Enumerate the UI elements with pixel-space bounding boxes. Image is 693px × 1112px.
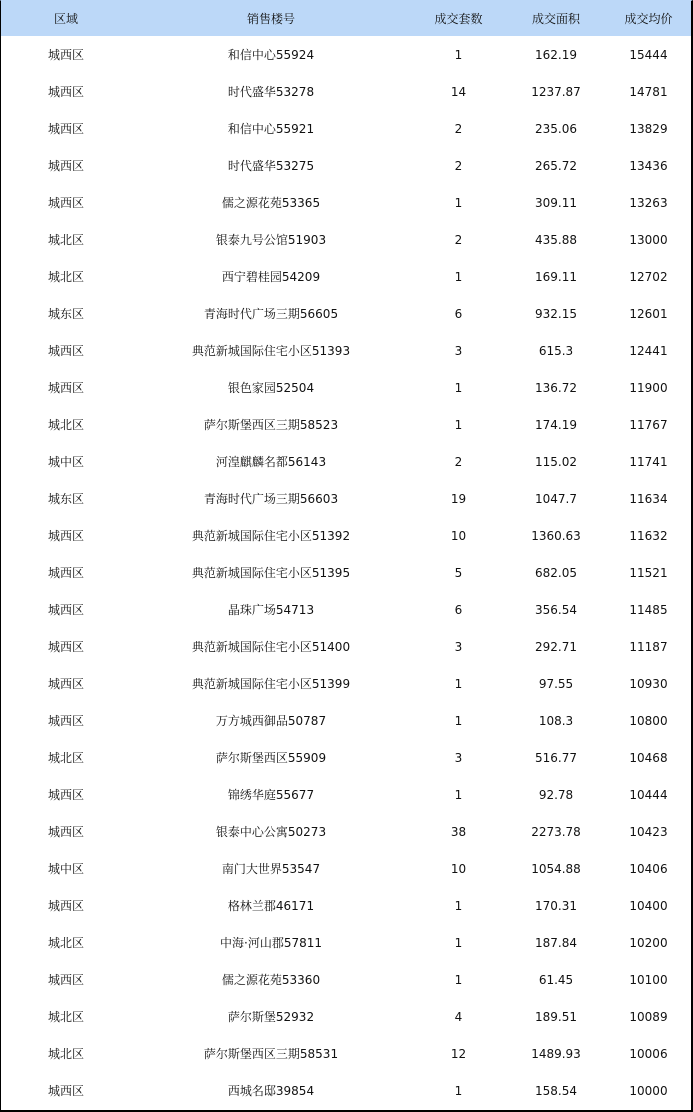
cell-avg-price: 10800 bbox=[629, 713, 668, 728]
cell-district: 城西区 bbox=[47, 529, 84, 543]
table-row bbox=[1, 147, 691, 184]
table-body bbox=[1, 36, 691, 1109]
cell-avg-price: 15444 bbox=[629, 47, 668, 62]
cell-avg-price: 11900 bbox=[629, 380, 668, 395]
cell-district: 城西区 bbox=[47, 48, 84, 62]
cell-building-no: 青海时代广场三期56603 bbox=[203, 492, 339, 506]
cell-building-no: 银泰九号公馆51903 bbox=[215, 233, 327, 247]
cell-units-sold: 10 bbox=[450, 861, 467, 876]
cell-area-sold: 435.88 bbox=[535, 232, 577, 247]
cell-units-sold: 2 bbox=[454, 232, 463, 247]
cell-avg-price: 11767 bbox=[629, 417, 668, 432]
cell-area-sold: 2273.78 bbox=[531, 824, 581, 839]
cell-building-no: 时代盛华53278 bbox=[227, 85, 315, 99]
cell-units-sold: 2 bbox=[454, 121, 463, 136]
cell-units-sold: 4 bbox=[454, 1009, 463, 1024]
cell-avg-price: 11485 bbox=[629, 602, 668, 617]
cell-district: 城北区 bbox=[47, 233, 84, 247]
cell-building-no: 典范新城国际住宅小区51395 bbox=[191, 566, 351, 580]
cell-avg-price: 10006 bbox=[629, 1046, 668, 1061]
cell-building-no: 中海·河山郡57811 bbox=[220, 936, 322, 950]
header-units-sold: 成交套数 bbox=[434, 12, 483, 26]
cell-units-sold: 1 bbox=[454, 713, 463, 728]
table-row bbox=[1, 739, 691, 776]
header-avg-price: 成交均价 bbox=[624, 12, 673, 26]
cell-district: 城西区 bbox=[47, 344, 84, 358]
cell-avg-price: 13000 bbox=[629, 232, 668, 247]
cell-building-no: 萨尔斯堡52932 bbox=[227, 1010, 315, 1024]
cell-avg-price: 10089 bbox=[629, 1009, 668, 1024]
cell-area-sold: 61.45 bbox=[538, 972, 574, 987]
cell-district: 城中区 bbox=[47, 455, 84, 469]
table-row bbox=[1, 258, 691, 295]
cell-building-no: 萨尔斯堡西区三期58531 bbox=[203, 1047, 339, 1061]
cell-area-sold: 1047.7 bbox=[535, 491, 577, 506]
cell-avg-price: 11521 bbox=[629, 565, 668, 580]
cell-units-sold: 1 bbox=[454, 417, 463, 432]
table-header bbox=[1, 1, 691, 36]
cell-district: 城北区 bbox=[47, 270, 84, 284]
table-row bbox=[1, 480, 691, 517]
cell-building-no: 南门大世界53547 bbox=[221, 862, 321, 876]
cell-area-sold: 309.11 bbox=[535, 195, 577, 210]
cell-area-sold: 97.55 bbox=[538, 676, 574, 691]
cell-units-sold: 1 bbox=[454, 972, 463, 987]
cell-building-no: 萨尔斯堡西区55909 bbox=[215, 751, 327, 765]
cell-area-sold: 932.15 bbox=[535, 306, 577, 321]
table-row bbox=[1, 961, 691, 998]
cell-building-no: 青海时代广场三期56605 bbox=[203, 307, 339, 321]
cell-building-no: 河湟麒麟名都56143 bbox=[215, 455, 327, 469]
table-row bbox=[1, 1072, 691, 1109]
cell-building-no: 和信中心55921 bbox=[227, 122, 315, 136]
table-row bbox=[1, 924, 691, 961]
cell-avg-price: 11741 bbox=[629, 454, 668, 469]
cell-units-sold: 1 bbox=[454, 787, 463, 802]
cell-building-no: 银色家园52504 bbox=[227, 381, 315, 395]
cell-district: 城北区 bbox=[47, 936, 84, 950]
sales-table bbox=[1, 1, 691, 1109]
cell-building-no: 典范新城国际住宅小区51399 bbox=[191, 677, 351, 691]
cell-district: 城西区 bbox=[47, 788, 84, 802]
cell-district: 城西区 bbox=[47, 1084, 84, 1098]
cell-building-no: 时代盛华53275 bbox=[227, 159, 315, 173]
cell-building-no: 萨尔斯堡西区三期58523 bbox=[203, 418, 339, 432]
cell-district: 城西区 bbox=[47, 122, 84, 136]
table-row bbox=[1, 184, 691, 221]
cell-units-sold: 1 bbox=[454, 898, 463, 913]
cell-units-sold: 6 bbox=[454, 306, 463, 321]
cell-district: 城西区 bbox=[47, 196, 84, 210]
table-row bbox=[1, 517, 691, 554]
table-row bbox=[1, 628, 691, 665]
cell-units-sold: 3 bbox=[454, 639, 463, 654]
cell-avg-price: 10400 bbox=[629, 898, 668, 913]
cell-district: 城西区 bbox=[47, 159, 84, 173]
cell-avg-price: 12702 bbox=[629, 269, 668, 284]
cell-area-sold: 1237.87 bbox=[531, 84, 581, 99]
cell-building-no: 晶珠广场54713 bbox=[227, 603, 315, 617]
cell-avg-price: 13436 bbox=[629, 158, 668, 173]
cell-district: 城西区 bbox=[47, 899, 84, 913]
cell-district: 城东区 bbox=[47, 492, 84, 506]
table-row bbox=[1, 554, 691, 591]
cell-district: 城西区 bbox=[47, 973, 84, 987]
cell-avg-price: 10200 bbox=[629, 935, 668, 950]
cell-district: 城西区 bbox=[47, 381, 84, 395]
cell-area-sold: 1360.63 bbox=[531, 528, 581, 543]
cell-building-no: 格林兰郡46171 bbox=[227, 899, 315, 913]
table-row bbox=[1, 110, 691, 147]
cell-district: 城北区 bbox=[47, 1010, 84, 1024]
cell-avg-price: 10930 bbox=[629, 676, 668, 691]
header-row bbox=[1, 1, 691, 36]
cell-units-sold: 2 bbox=[454, 158, 463, 173]
cell-area-sold: 174.19 bbox=[535, 417, 577, 432]
cell-area-sold: 356.54 bbox=[535, 602, 577, 617]
cell-units-sold: 2 bbox=[454, 454, 463, 469]
header-building-no: 销售楼号 bbox=[246, 12, 295, 26]
cell-building-no: 万方城西御品50787 bbox=[215, 714, 327, 728]
table-row bbox=[1, 406, 691, 443]
cell-units-sold: 5 bbox=[454, 565, 463, 580]
cell-area-sold: 516.77 bbox=[535, 750, 577, 765]
cell-units-sold: 1 bbox=[454, 269, 463, 284]
cell-district: 城西区 bbox=[47, 640, 84, 654]
cell-area-sold: 615.3 bbox=[538, 343, 574, 358]
cell-avg-price: 10406 bbox=[629, 861, 668, 876]
cell-avg-price: 10100 bbox=[629, 972, 668, 987]
cell-avg-price: 10468 bbox=[629, 750, 668, 765]
cell-units-sold: 1 bbox=[454, 195, 463, 210]
cell-units-sold: 1 bbox=[454, 47, 463, 62]
cell-avg-price: 11632 bbox=[629, 528, 668, 543]
cell-avg-price: 14781 bbox=[629, 84, 668, 99]
header-area-sold: 成交面积 bbox=[531, 12, 580, 26]
table-row bbox=[1, 73, 691, 110]
cell-units-sold: 1 bbox=[454, 676, 463, 691]
cell-district: 城中区 bbox=[47, 862, 84, 876]
cell-avg-price: 12601 bbox=[629, 306, 668, 321]
cell-avg-price: 11634 bbox=[629, 491, 668, 506]
table-row bbox=[1, 887, 691, 924]
table-row bbox=[1, 443, 691, 480]
cell-area-sold: 136.72 bbox=[535, 380, 577, 395]
cell-units-sold: 3 bbox=[454, 343, 463, 358]
cell-units-sold: 1 bbox=[454, 380, 463, 395]
cell-avg-price: 11187 bbox=[629, 639, 668, 654]
cell-district: 城北区 bbox=[47, 751, 84, 765]
cell-area-sold: 108.3 bbox=[538, 713, 574, 728]
table-row bbox=[1, 591, 691, 628]
cell-district: 城西区 bbox=[47, 566, 84, 580]
cell-units-sold: 1 bbox=[454, 935, 463, 950]
cell-area-sold: 265.72 bbox=[535, 158, 577, 173]
table-row bbox=[1, 1035, 691, 1072]
table-row bbox=[1, 332, 691, 369]
cell-district: 城东区 bbox=[47, 307, 84, 321]
cell-area-sold: 158.54 bbox=[535, 1083, 577, 1098]
cell-district: 城西区 bbox=[47, 714, 84, 728]
cell-avg-price: 10444 bbox=[629, 787, 668, 802]
cell-building-no: 西宁碧桂园54209 bbox=[221, 270, 321, 284]
table-row bbox=[1, 998, 691, 1035]
cell-units-sold: 1 bbox=[454, 1083, 463, 1098]
cell-area-sold: 115.02 bbox=[535, 454, 577, 469]
table-row bbox=[1, 295, 691, 332]
cell-area-sold: 1489.93 bbox=[531, 1046, 581, 1061]
cell-units-sold: 14 bbox=[450, 84, 467, 99]
table-row bbox=[1, 369, 691, 406]
cell-units-sold: 3 bbox=[454, 750, 463, 765]
cell-units-sold: 19 bbox=[450, 491, 467, 506]
cell-area-sold: 682.05 bbox=[535, 565, 577, 580]
cell-building-no: 儒之源花苑53360 bbox=[221, 973, 321, 987]
cell-building-no: 典范新城国际住宅小区51393 bbox=[191, 344, 351, 358]
cell-district: 城北区 bbox=[47, 1047, 84, 1061]
cell-avg-price: 10423 bbox=[629, 824, 668, 839]
cell-district: 城西区 bbox=[47, 825, 84, 839]
table-row bbox=[1, 665, 691, 702]
header-district: 区域 bbox=[53, 12, 78, 26]
cell-area-sold: 235.06 bbox=[535, 121, 577, 136]
cell-area-sold: 189.51 bbox=[535, 1009, 577, 1024]
cell-building-no: 儒之源花苑53365 bbox=[221, 196, 321, 210]
cell-district: 城西区 bbox=[47, 677, 84, 691]
cell-avg-price: 13263 bbox=[629, 195, 668, 210]
table-row bbox=[1, 702, 691, 739]
cell-district: 城北区 bbox=[47, 418, 84, 432]
table-row bbox=[1, 850, 691, 887]
cell-units-sold: 10 bbox=[450, 528, 467, 543]
cell-building-no: 典范新城国际住宅小区51392 bbox=[191, 529, 351, 543]
cell-building-no: 和信中心55924 bbox=[227, 48, 315, 62]
table-row bbox=[1, 776, 691, 813]
cell-area-sold: 170.31 bbox=[535, 898, 577, 913]
cell-area-sold: 292.71 bbox=[535, 639, 577, 654]
cell-building-no: 西城名邸39854 bbox=[227, 1084, 315, 1098]
cell-area-sold: 92.78 bbox=[538, 787, 574, 802]
cell-avg-price: 10000 bbox=[629, 1083, 668, 1098]
cell-building-no: 锦绣华庭55677 bbox=[227, 788, 315, 802]
cell-area-sold: 169.11 bbox=[535, 269, 577, 284]
cell-district: 城西区 bbox=[47, 603, 84, 617]
cell-building-no: 银泰中心公寓50273 bbox=[215, 825, 327, 839]
cell-units-sold: 12 bbox=[450, 1046, 467, 1061]
cell-area-sold: 187.84 bbox=[535, 935, 577, 950]
cell-units-sold: 38 bbox=[450, 824, 467, 839]
cell-building-no: 典范新城国际住宅小区51400 bbox=[191, 640, 351, 654]
cell-area-sold: 162.19 bbox=[535, 47, 577, 62]
table-row bbox=[1, 36, 691, 73]
cell-units-sold: 6 bbox=[454, 602, 463, 617]
table-row bbox=[1, 221, 691, 258]
table-row bbox=[1, 813, 691, 850]
cell-district: 城西区 bbox=[47, 85, 84, 99]
cell-area-sold: 1054.88 bbox=[531, 861, 581, 876]
cell-avg-price: 12441 bbox=[629, 343, 668, 358]
cell-avg-price: 13829 bbox=[629, 121, 668, 136]
